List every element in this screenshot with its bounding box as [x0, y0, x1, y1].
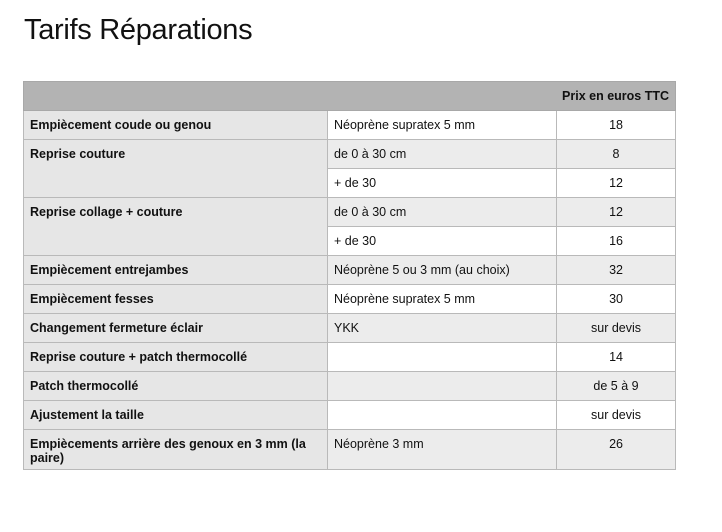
table-row [24, 401, 676, 430]
service-detail [328, 372, 557, 401]
service-detail: Néoprène 5 ou 3 mm (au choix) [328, 256, 557, 285]
service-label: Empiècements arrière des genoux en 3 mm (la paire) [24, 430, 328, 470]
table-row [24, 140, 676, 169]
service-detail [328, 401, 557, 430]
service-label: Ajustement la taille [24, 401, 328, 430]
service-detail: Néoprène supratex 5 mm [328, 111, 557, 140]
service-label: Empiècement fesses [24, 285, 328, 314]
service-detail: YKK [328, 314, 557, 343]
service-detail: Néoprène 3 mm [328, 430, 557, 470]
service-price: 18 [557, 111, 676, 140]
service-price: 16 [557, 227, 676, 256]
service-label: Reprise collage + couture [24, 198, 328, 256]
table-row [24, 111, 676, 140]
price-table [23, 81, 676, 470]
service-price: 12 [557, 169, 676, 198]
service-detail: de 0 à 30 cm [328, 198, 557, 227]
page-title: Tarifs Réparations [24, 14, 253, 46]
service-detail: de 0 à 30 cm [328, 140, 557, 169]
service-detail: Néoprène supratex 5 mm [328, 285, 557, 314]
service-detail [328, 343, 557, 372]
table-row [24, 430, 676, 470]
table-row [24, 343, 676, 372]
service-price: de 5 à 9 [557, 372, 676, 401]
table-row [24, 285, 676, 314]
table-header-row [24, 82, 676, 111]
service-label: Empiècement coude ou genou [24, 111, 328, 140]
service-price: 26 [557, 430, 676, 470]
service-price: sur devis [557, 401, 676, 430]
service-price: 8 [557, 140, 676, 169]
service-price: 14 [557, 343, 676, 372]
service-label: Changement fermeture éclair [24, 314, 328, 343]
table-row [24, 256, 676, 285]
service-price: 12 [557, 198, 676, 227]
service-label: Patch thermocollé [24, 372, 328, 401]
service-label: Reprise couture [24, 140, 328, 198]
service-detail: + de 30 [328, 169, 557, 198]
table-row [24, 314, 676, 343]
service-price: sur devis [557, 314, 676, 343]
service-label: Reprise couture + patch thermocollé [24, 343, 328, 372]
table-row [24, 372, 676, 401]
service-detail: + de 30 [328, 227, 557, 256]
service-price: 30 [557, 285, 676, 314]
service-price: 32 [557, 256, 676, 285]
price-column-header: Prix en euros TTC [24, 82, 676, 111]
service-label: Empiècement entrejambes [24, 256, 328, 285]
table-row [24, 198, 676, 227]
